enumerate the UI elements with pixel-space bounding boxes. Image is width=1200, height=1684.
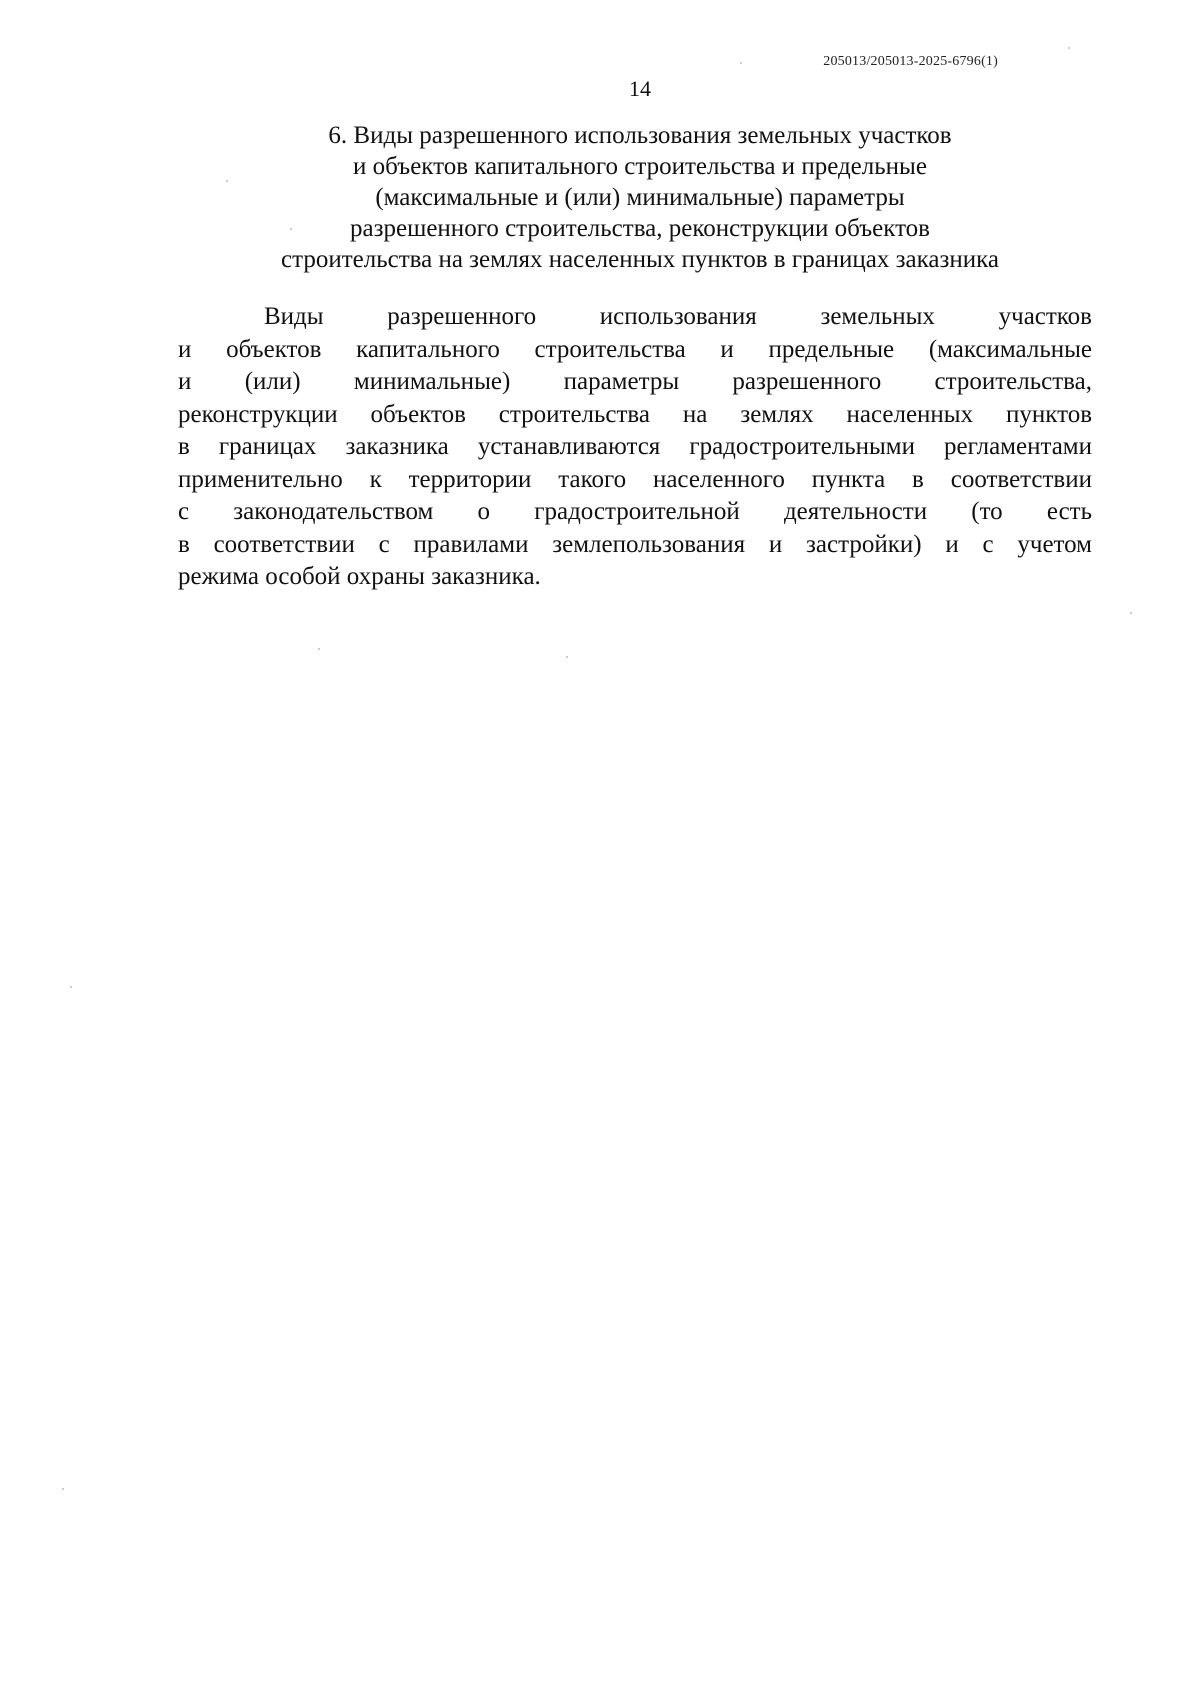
paragraph-line: с законодательством о градостроительной деятельности (то есть (178, 498, 1092, 525)
scan-speck (1068, 47, 1070, 49)
scan-speck (70, 986, 72, 988)
heading-line: и объектов капитального строительства и предельные (353, 153, 927, 180)
page-number: 14 (629, 76, 651, 101)
scan-speck (290, 228, 292, 230)
heading-line: (максимальные и (или) минимальные) параметры (375, 184, 905, 211)
heading-line: 6. Виды разрешенного использования земельных участков (328, 122, 952, 149)
scan-speck (1130, 612, 1132, 614)
heading-line: строительства на землях населенных пунктов в границах заказника (281, 246, 999, 273)
paragraph-line: Виды разрешенного использования земельных участков (264, 303, 1092, 330)
paragraph-line: применительно к территории такого населенного пункта в соответствии (178, 465, 1092, 493)
scan-speck (226, 180, 228, 182)
scan-speck (740, 62, 742, 64)
scan-speck (566, 656, 568, 658)
heading-line: разрешенного строительства, реконструкции объектов (350, 215, 930, 242)
paragraph-line: в соответствии с правилами землепользования и застройки) и с учетом (178, 530, 1092, 558)
paragraph-line: и объектов капитального строительства и предельные (максимальные (178, 335, 1092, 363)
scan-speck (62, 1488, 64, 1490)
section-heading (220, 120, 1060, 275)
paragraph-line: реконструкции объектов строительства на землях населенных пунктов (178, 400, 1092, 428)
paragraph-line: в границах заказника устанавливаются градостроительными регламентами (178, 433, 1092, 460)
paragraph-line: режима особой охраны заказника. (178, 563, 541, 590)
body-paragraph (178, 301, 1092, 594)
paragraph-line: и (или) минимальные) параметры разрешенного строительства, (178, 368, 1092, 395)
document-id: 205013/205013-2025-6796(1) (823, 54, 998, 69)
scan-speck (318, 648, 320, 650)
